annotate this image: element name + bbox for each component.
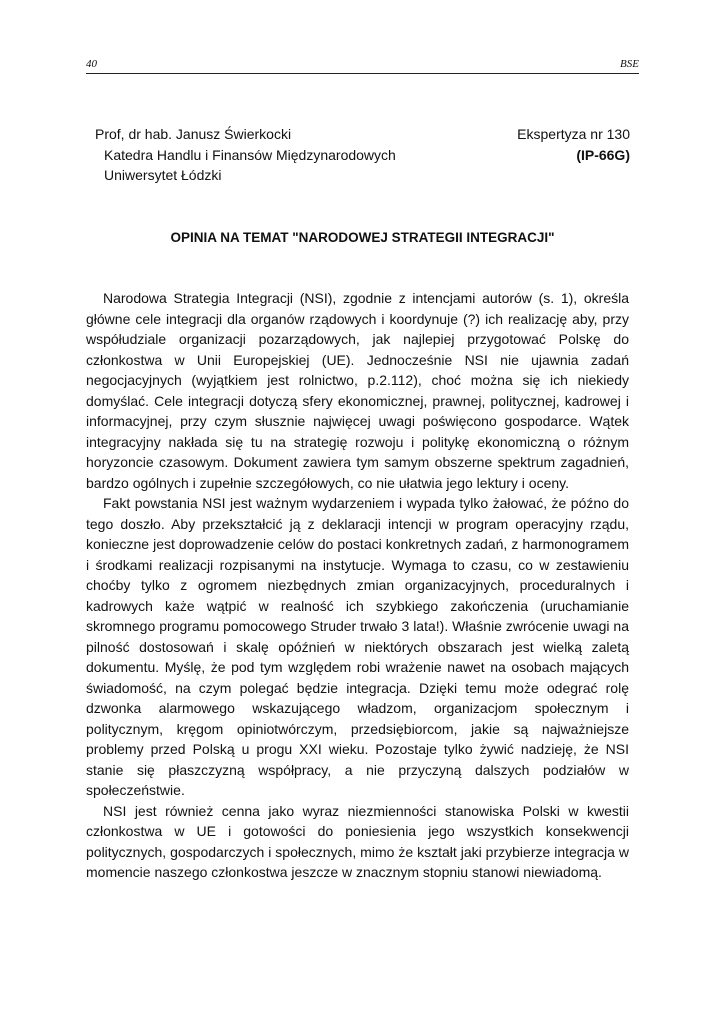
author-university: Uniwersytet Łódzki [104, 167, 222, 183]
document-code: (IP-66G) [576, 146, 630, 163]
university-row [95, 165, 630, 186]
author-row [95, 124, 630, 145]
running-header [86, 57, 639, 74]
paragraph: NSI jest również cenna jako wyraz niezmienności stanowiska Polski w kwestii członkostwa w UE i gotowości do poniesienia jego wszystkich konsekwencji politycznych, gospodarczych i społecznych, mimo że kształt jaki przybierze integracja w momencie naszego członkostwa jeszcze w znacznym stopniu stanowi niewiadomą. [86, 802, 629, 880]
expertise-number: Ekspertyza nr 130 [517, 126, 630, 142]
author-name: Prof, dr hab. Janusz Świerkocki [95, 126, 292, 142]
document-body [86, 288, 629, 883]
document-title: OPINIA NA TEMAT "NARODOWEJ STRATEGII INTEGRACJI" [170, 230, 555, 245]
journal-name: BSE [620, 58, 639, 70]
paragraph: Fakt powstania NSI jest ważnym wydarzeniem i wypada tylko żałować, że późno do tego doszło. Aby przekształcić ją z deklaracji intencji w program operacyjny rządu, konieczne jest doprowadzenie celów do postaci konkretnych zadań, z harmonogramem i środkami realizacji rozpisanymi na instytucje. Wymaga to czasu, co w zestawieniu choćby tylko z ogromem niezbędnych zmian organizacyjnych, proceduralnych i kadrowych każe wątpić w realność ich szybkiego zakończenia (uruchamianie skromnego programu pomocowego Struder trwało 3 lata!). Właśnie zwrócenie uwagi na pilność dostosowań i skalę opóźnień w niektórych obszarach jest wielką zaletą dokumentu. Myślę, że pod tym względem robi wrażenie nawet na osobach mających świadomość, na czym polegać będzie integracja. Dzięki temu może odegrać rolę dzwonka alarmowego wskazującego władzom, organizacjom społecznym i politycznym, kręgom opiniotwórczym, przedsiębiorcom, jakie są najważniejsze problemy przed Polską u progu XXI wieku. Pozostaje tylko żywić nadzieję, że NSI stanie się płaszczyzną współpracy, a nie przyczyną dalszych podziałów w społeczeństwie. [86, 495, 629, 798]
department-row [95, 145, 630, 166]
author-block [95, 124, 630, 186]
author-department: Katedra Handlu i Finansów Międzynarodowych [104, 146, 396, 163]
page-number: 40 [86, 58, 97, 70]
paragraph: Narodowa Strategia Integracji (NSI), zgodnie z intencjami autorów (s. 1), określa główne cele integracji dla organów rządowych i koordynuje (?) ich realizację aby, przy współudziale organizacji pozarządowych, jak najlepiej przygotować Polskę do członkostwa w Unii Europejskiej (UE). Jednocześnie NSI nie ujawnia zadań negocjacyjnych (wyjątkiem jest rolnictwo, p.2.112), choć można się ich niekiedy domyślać. Cele integracji dotyczą sfery ekonomicznej, prawnej, politycznej, kadrowej i informacyjnej, przy czym słusznie najwięcej uwagi poświęcono gospodarce. Wątek integracyjny nakłada się tu na strategię rozwoju i politykę ekonomiczną o różnym horyzoncie czasowym. Dokument zawiera tym samym obszerne spektrum zagadnień, bardzo ogólnych i zupełnie szczegółowych, co nie ułatwia jego lektury i oceny. [86, 290, 629, 491]
